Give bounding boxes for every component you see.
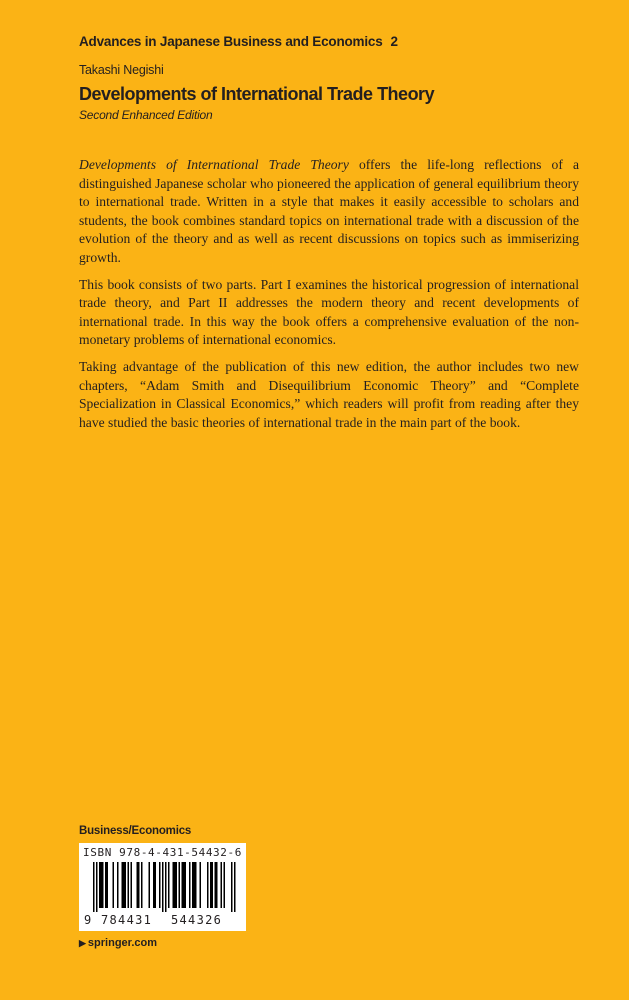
ean-right-group: 544326	[171, 913, 223, 927]
barcode-bar	[125, 862, 127, 908]
isbn-label: ISBN 978-4-431-54432-6	[83, 846, 242, 859]
barcode-bar	[194, 862, 196, 908]
barcode-image	[83, 862, 242, 912]
barcode-bar	[176, 862, 178, 908]
series-line	[79, 34, 398, 49]
website-link[interactable]	[79, 937, 157, 949]
ean-left-group: 784431	[101, 913, 153, 927]
barcode-bar	[216, 862, 218, 908]
barcode-bar	[224, 862, 226, 908]
ean-lead-digit: 9	[84, 913, 92, 927]
author-name: Takashi Negishi	[79, 63, 164, 77]
barcode-bar	[96, 862, 98, 912]
barcode-bar	[221, 862, 223, 908]
description-title-italic: Developments of International Trade Theory	[79, 157, 349, 172]
barcode-bar	[138, 862, 140, 908]
barcode-bar	[185, 862, 187, 908]
barcode-bar	[99, 862, 101, 908]
description-p1-text: offers the life-long reflections of a distinguished Japanese scholar who pioneered the application of general equilibrium theory to international trade. Written in a style that makes it easily accessible to scholars and students, the book combines standard topics on international trade with a discussion of the evolution of the theory and as well as recent discussions on topics such as immiserizing growth.	[79, 157, 579, 265]
barcode-bar	[128, 862, 130, 908]
barcode-bar	[131, 862, 133, 908]
website-text: springer.com	[87, 937, 157, 949]
barcode-bar	[210, 862, 212, 908]
barcode-bar	[165, 862, 167, 912]
barcode-bar	[123, 862, 125, 908]
barcode-bar	[231, 862, 233, 912]
description-paragraph-1	[79, 156, 579, 268]
barcode-bar	[168, 862, 170, 908]
barcode-bar	[149, 862, 151, 908]
barcode-bar	[102, 862, 104, 908]
barcode-bar	[200, 862, 202, 908]
barcode-bar	[101, 862, 103, 908]
barcode-bar	[192, 862, 194, 908]
book-description	[79, 156, 579, 440]
series-name: Advances in Japanese Business and Economics	[79, 34, 383, 49]
barcode-bar	[189, 862, 191, 908]
barcode-bar	[122, 862, 124, 908]
edition-label: Second Enhanced Edition	[79, 108, 213, 122]
barcode-bar	[207, 862, 209, 908]
subject-category: Business/Economics	[79, 825, 192, 837]
description-paragraph-2: This book consists of two parts. Part I examines the historical progression of international trade theory, and Part II addresses the modern theory and recent developments of international trade. In this way the book offers a comprehensive evaluation of the non-monetary problems of international economics.	[79, 276, 579, 348]
barcode-bar	[153, 862, 155, 908]
barcode-bar	[173, 862, 175, 908]
barcode-bar	[105, 862, 107, 908]
series-number: 2	[390, 34, 398, 49]
barcode-bar	[117, 862, 119, 908]
barcode-bar	[234, 862, 236, 912]
description-paragraph-3: Taking advantage of the publication of this new edition, the author includes two new chapters, “Adam Smith and Disequilibrium Economic Theory” and “Complete Specialization in Classical Economics,” which readers will profit from reading after they have studied the basic theories of international trade in the main part of the book.	[79, 358, 579, 430]
barcode-bar	[182, 862, 184, 908]
barcode-bar	[141, 862, 143, 908]
barcode-bar	[159, 862, 161, 908]
barcode-bar	[155, 862, 157, 908]
isbn-barcode-block	[79, 843, 246, 931]
barcode-bar	[93, 862, 95, 912]
barcode-bar	[183, 862, 185, 908]
barcode-bar	[137, 862, 139, 908]
barcode-bar	[107, 862, 109, 908]
book-title: Developments of International Trade Theory	[79, 84, 435, 104]
barcode-bar	[174, 862, 176, 908]
barcode-bar	[179, 862, 181, 908]
barcode-bar	[162, 862, 164, 912]
barcode-bar	[195, 862, 197, 908]
barcode-bar	[212, 862, 214, 908]
triangle-right-icon: ▶	[79, 938, 86, 948]
barcode-bar	[113, 862, 115, 908]
barcode-bar	[215, 862, 217, 908]
